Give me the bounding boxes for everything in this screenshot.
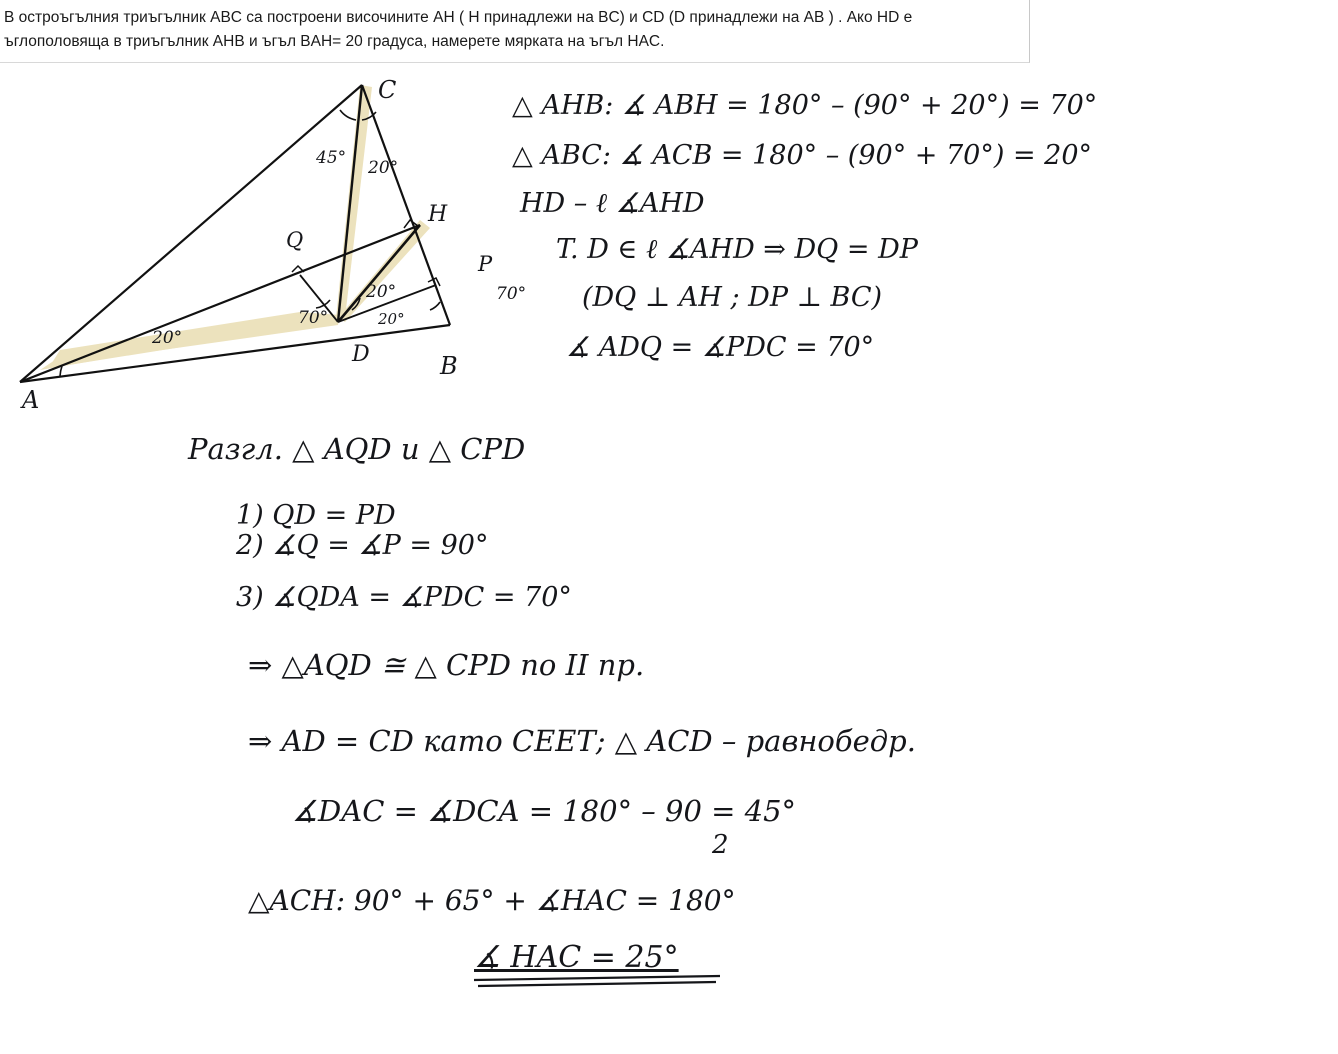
label-h: H	[428, 202, 448, 227]
label-a: A	[22, 386, 40, 414]
angle-label-hdb: 20°	[366, 282, 397, 302]
right-angle-q	[292, 266, 304, 272]
sol-line-ad-cd: ⇒ AD = CD като СЕЕТ; △ ACD – равнобедр.	[248, 724, 916, 758]
problem-statement: В остроъгълния триъгълник ABC са построени височините AH ( H принадлежи на BC) и CD (D принадлежи на AB ) . Ако HD е ъглополовяща в триъгълник AHB и ъгъл BAH= 20 градуса, намерете мярката на ъгъл HAC.	[0, 0, 1030, 63]
label-q: Q	[286, 228, 304, 252]
angle-label-acd: 45°	[316, 148, 347, 168]
angle-label-a: 20°	[152, 328, 183, 348]
label-p: P	[478, 252, 493, 276]
arc-angle-a	[60, 366, 62, 376]
sol-line-adq-pdc: ∡ ADQ = ∡PDC = 70°	[566, 332, 875, 363]
label-b: B	[440, 352, 458, 380]
angle-label-dcb: 20°	[368, 158, 399, 178]
sol-line-answer: ∡ HAC = 25°	[474, 940, 679, 975]
sol-line-perpendiculars: (DQ ⊥ AH ; DP ⊥ BC)	[582, 282, 883, 313]
sol-line-step-2: 2) ∡Q = ∡P = 90°	[236, 530, 489, 561]
sol-line-dac-denominator: 2	[712, 830, 729, 860]
angle-label-qda: 70°	[298, 308, 329, 328]
arc-angle-b	[430, 302, 440, 310]
figure-svg	[0, 60, 540, 440]
sol-line-congruence: ⇒ △AQD ≅ △ CPD по II пр.	[248, 648, 645, 682]
angle-label-b: 70°	[496, 284, 527, 304]
sol-line-hd-bisector: HD – ℓ ∡AHD	[520, 188, 705, 219]
arc-angle-c1	[340, 110, 356, 120]
label-d: D	[352, 342, 370, 367]
geometry-figure	[0, 60, 540, 440]
angle-label-adh: 20°	[378, 310, 405, 328]
sol-line-step-3: 3) ∡QDA = ∡PDC = 70°	[236, 582, 572, 613]
sol-line-dac: ∡DAC = ∡DCA = 180° – 90 = 45°	[292, 794, 797, 828]
sol-line-d-on-bisector: T. D ∈ ℓ ∡AHD ⇒ DQ = DP	[556, 234, 918, 265]
sol-line-ahb-angle: △ AHB: ∡ ABH = 180° – (90° + 20°) = 70°	[512, 90, 1098, 121]
sol-line-step-1: 1) QD = PD	[236, 500, 396, 531]
segment-cd	[338, 85, 362, 322]
sol-line-ach: △ACH: 90° + 65° + ∡HAC = 180°	[248, 884, 736, 917]
sol-line-abc-angle: △ ABC: ∡ ACB = 180° – (90° + 70°) = 20°	[512, 140, 1093, 171]
sol-line-consider: Разгл. △ AQD и △ CPD	[188, 432, 526, 466]
label-c: C	[378, 76, 397, 104]
answer-underline	[470, 972, 730, 992]
